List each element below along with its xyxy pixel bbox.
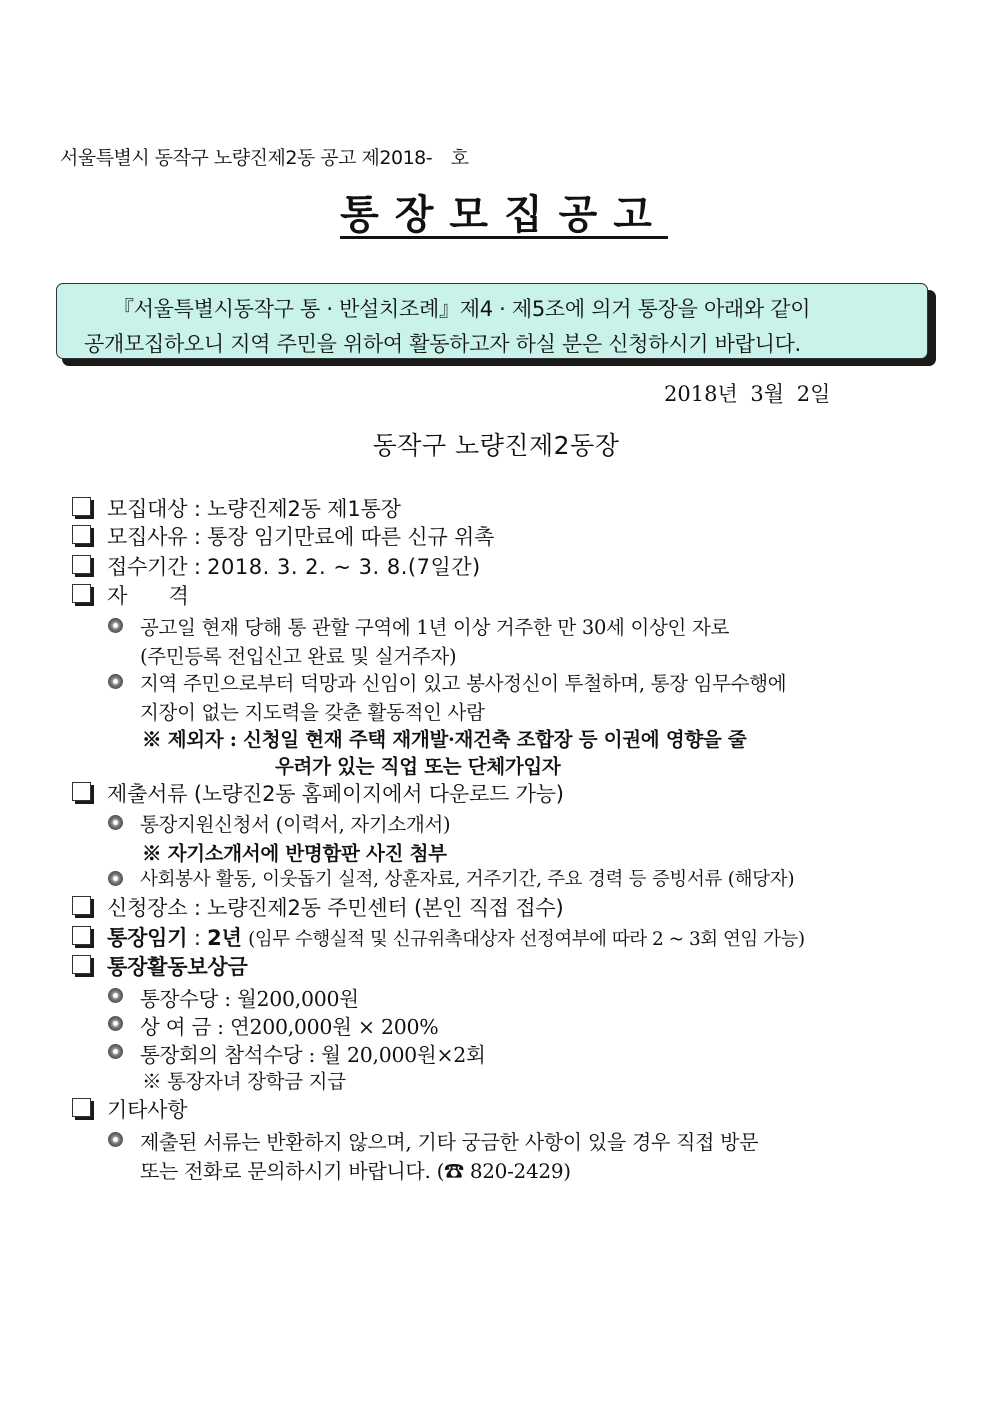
compensation-item-3: 통장회의 참석수당 : 월 20,000원×2회 [140, 1043, 486, 1067]
section-note: (노량진2동 홈페이지에서 다운로드 가능) [193, 782, 564, 806]
section-label: 접수기간 [107, 555, 188, 579]
qualification-item-1-line-1: 공고일 현재 당해 통 관할 구역에 1년 이상 거주한 만 30세 이상인 자로 [140, 616, 730, 639]
section-value: 노량진제2동 주민센터 (본인 직접 접수) [207, 896, 564, 920]
signer: 동작구 노량진제2동장 [372, 431, 620, 460]
notice-line-1: 『서울특별시동작구 통 · 반설치조례』제4 · 제5조에 의거 통장을 아래와 같이 [113, 297, 811, 321]
circle-bullet-icon [108, 988, 123, 1003]
section-term: 통장임기 : 2년 (임무 수행실적 및 신규위촉대상자 선정여부에 따라 2 ~ 3회 연임 가능) [72, 922, 805, 952]
section-label: 모집사유 [107, 525, 188, 549]
section-label: 신청장소 [107, 896, 188, 920]
checkbox-square-icon [72, 497, 94, 519]
checkbox-square-icon [72, 782, 94, 804]
notice-box [56, 283, 928, 359]
other-line-1: 제출된 서류는 반환하지 않으며, 기타 궁금한 사항이 있을 경우 직접 방문 [140, 1130, 759, 1154]
qualification-item-2-line-2: 지장이 없는 지도력을 갖춘 활동적인 사람 [140, 701, 485, 724]
compensation-note: ※ 통장자녀 장학금 지급 [142, 1070, 346, 1093]
checkbox-square-icon [72, 926, 94, 948]
page-title-text: 통장모집공고 [340, 192, 668, 238]
section-label: 통장임기 [107, 926, 188, 950]
section-compensation [72, 951, 248, 981]
checkbox-square-icon [72, 555, 94, 577]
section-label: 기타사항 [107, 1098, 188, 1122]
section-value: 통장 임기만료에 따른 신규 위촉 [207, 525, 495, 549]
checkbox-square-icon [72, 525, 94, 547]
circle-bullet-icon [108, 871, 123, 886]
qualification-item-2-line-1: 지역 주민으로부터 덕망과 신임이 있고 봉사정신이 투철하며, 통장 임무수행에 [140, 672, 787, 695]
circle-bullet-icon [108, 618, 123, 633]
term-years: 2년 [207, 926, 242, 950]
section-label: 통장활동보상금 [107, 955, 248, 979]
checkbox-square-icon [72, 584, 94, 606]
exclusion-line-1: ※ 제외자 : 신청일 현재 주택 재개발·재건축 조합장 등 이권에 영향을 줄 [142, 728, 747, 751]
exclusion-line-2: 우려가 있는 직업 또는 단체가입자 [275, 755, 561, 778]
section-target: 모집대상 : 노량진제2동 제1통장 [72, 493, 401, 523]
documents-item-2: 사회봉사 활동, 이웃돕기 실적, 상훈자료, 거주기간, 주요 경력 등 증빙서류 (해당자) [140, 869, 795, 890]
checkbox-square-icon [72, 1098, 94, 1120]
compensation-item-1: 통장수당 : 월200,000원 [140, 987, 359, 1011]
qualification-item-1-line-2: (주민등록 전입신고 완료 및 실거주자) [140, 645, 457, 668]
circle-bullet-icon [108, 674, 123, 689]
announcement-date: 2018년 3월 2일 [664, 382, 831, 406]
compensation-item-2: 상 여 금 : 연200,000원 × 200% [140, 1015, 439, 1039]
section-reason: 모집사유 : 통장 임기만료에 따른 신규 위촉 [72, 521, 494, 551]
page-title [0, 183, 992, 240]
term-detail: (임무 수행실적 및 신규위촉대상자 선정여부에 따라 2 ~ 3회 연임 가능) [248, 929, 805, 950]
circle-bullet-icon [108, 1132, 123, 1147]
circle-bullet-icon [108, 815, 123, 830]
checkbox-square-icon [72, 955, 94, 977]
checkbox-square-icon [72, 896, 94, 918]
section-qualification [72, 580, 189, 610]
section-label: 제출서류 [107, 782, 188, 806]
documents-item-1: 통장지원신청서 (이력서, 자기소개서) [140, 813, 451, 836]
section-other [72, 1094, 187, 1124]
circle-bullet-icon [108, 1016, 123, 1031]
section-label: 자 격 [107, 584, 189, 608]
section-documents [72, 778, 564, 808]
section-value: 2018. 3. 2. ~ 3. 8.(7일간) [207, 555, 481, 579]
other-line-2: 또는 전화로 문의하시기 바랍니다. (☎ 820-2429) [140, 1159, 571, 1183]
circle-bullet-icon [108, 1044, 123, 1059]
section-place: 신청장소 : 노량진제2동 주민센터 (본인 직접 접수) [72, 892, 564, 922]
notice-line-2: 공개모집하오니 지역 주민을 위하여 활동하고자 하실 분은 신청하시기 바랍니다. [84, 332, 801, 356]
notice-number: 서울특별시 동작구 노량진제2동 공고 제2018- 호 [60, 147, 469, 169]
section-value: 노량진제2동 제1통장 [207, 497, 401, 521]
documents-item-1-note: ※ 자기소개서에 반명함판 사진 첨부 [142, 842, 447, 865]
section-period: 접수기간 : 2018. 3. 2. ~ 3. 8.(7일간) [72, 551, 481, 581]
section-label: 모집대상 [107, 497, 188, 521]
